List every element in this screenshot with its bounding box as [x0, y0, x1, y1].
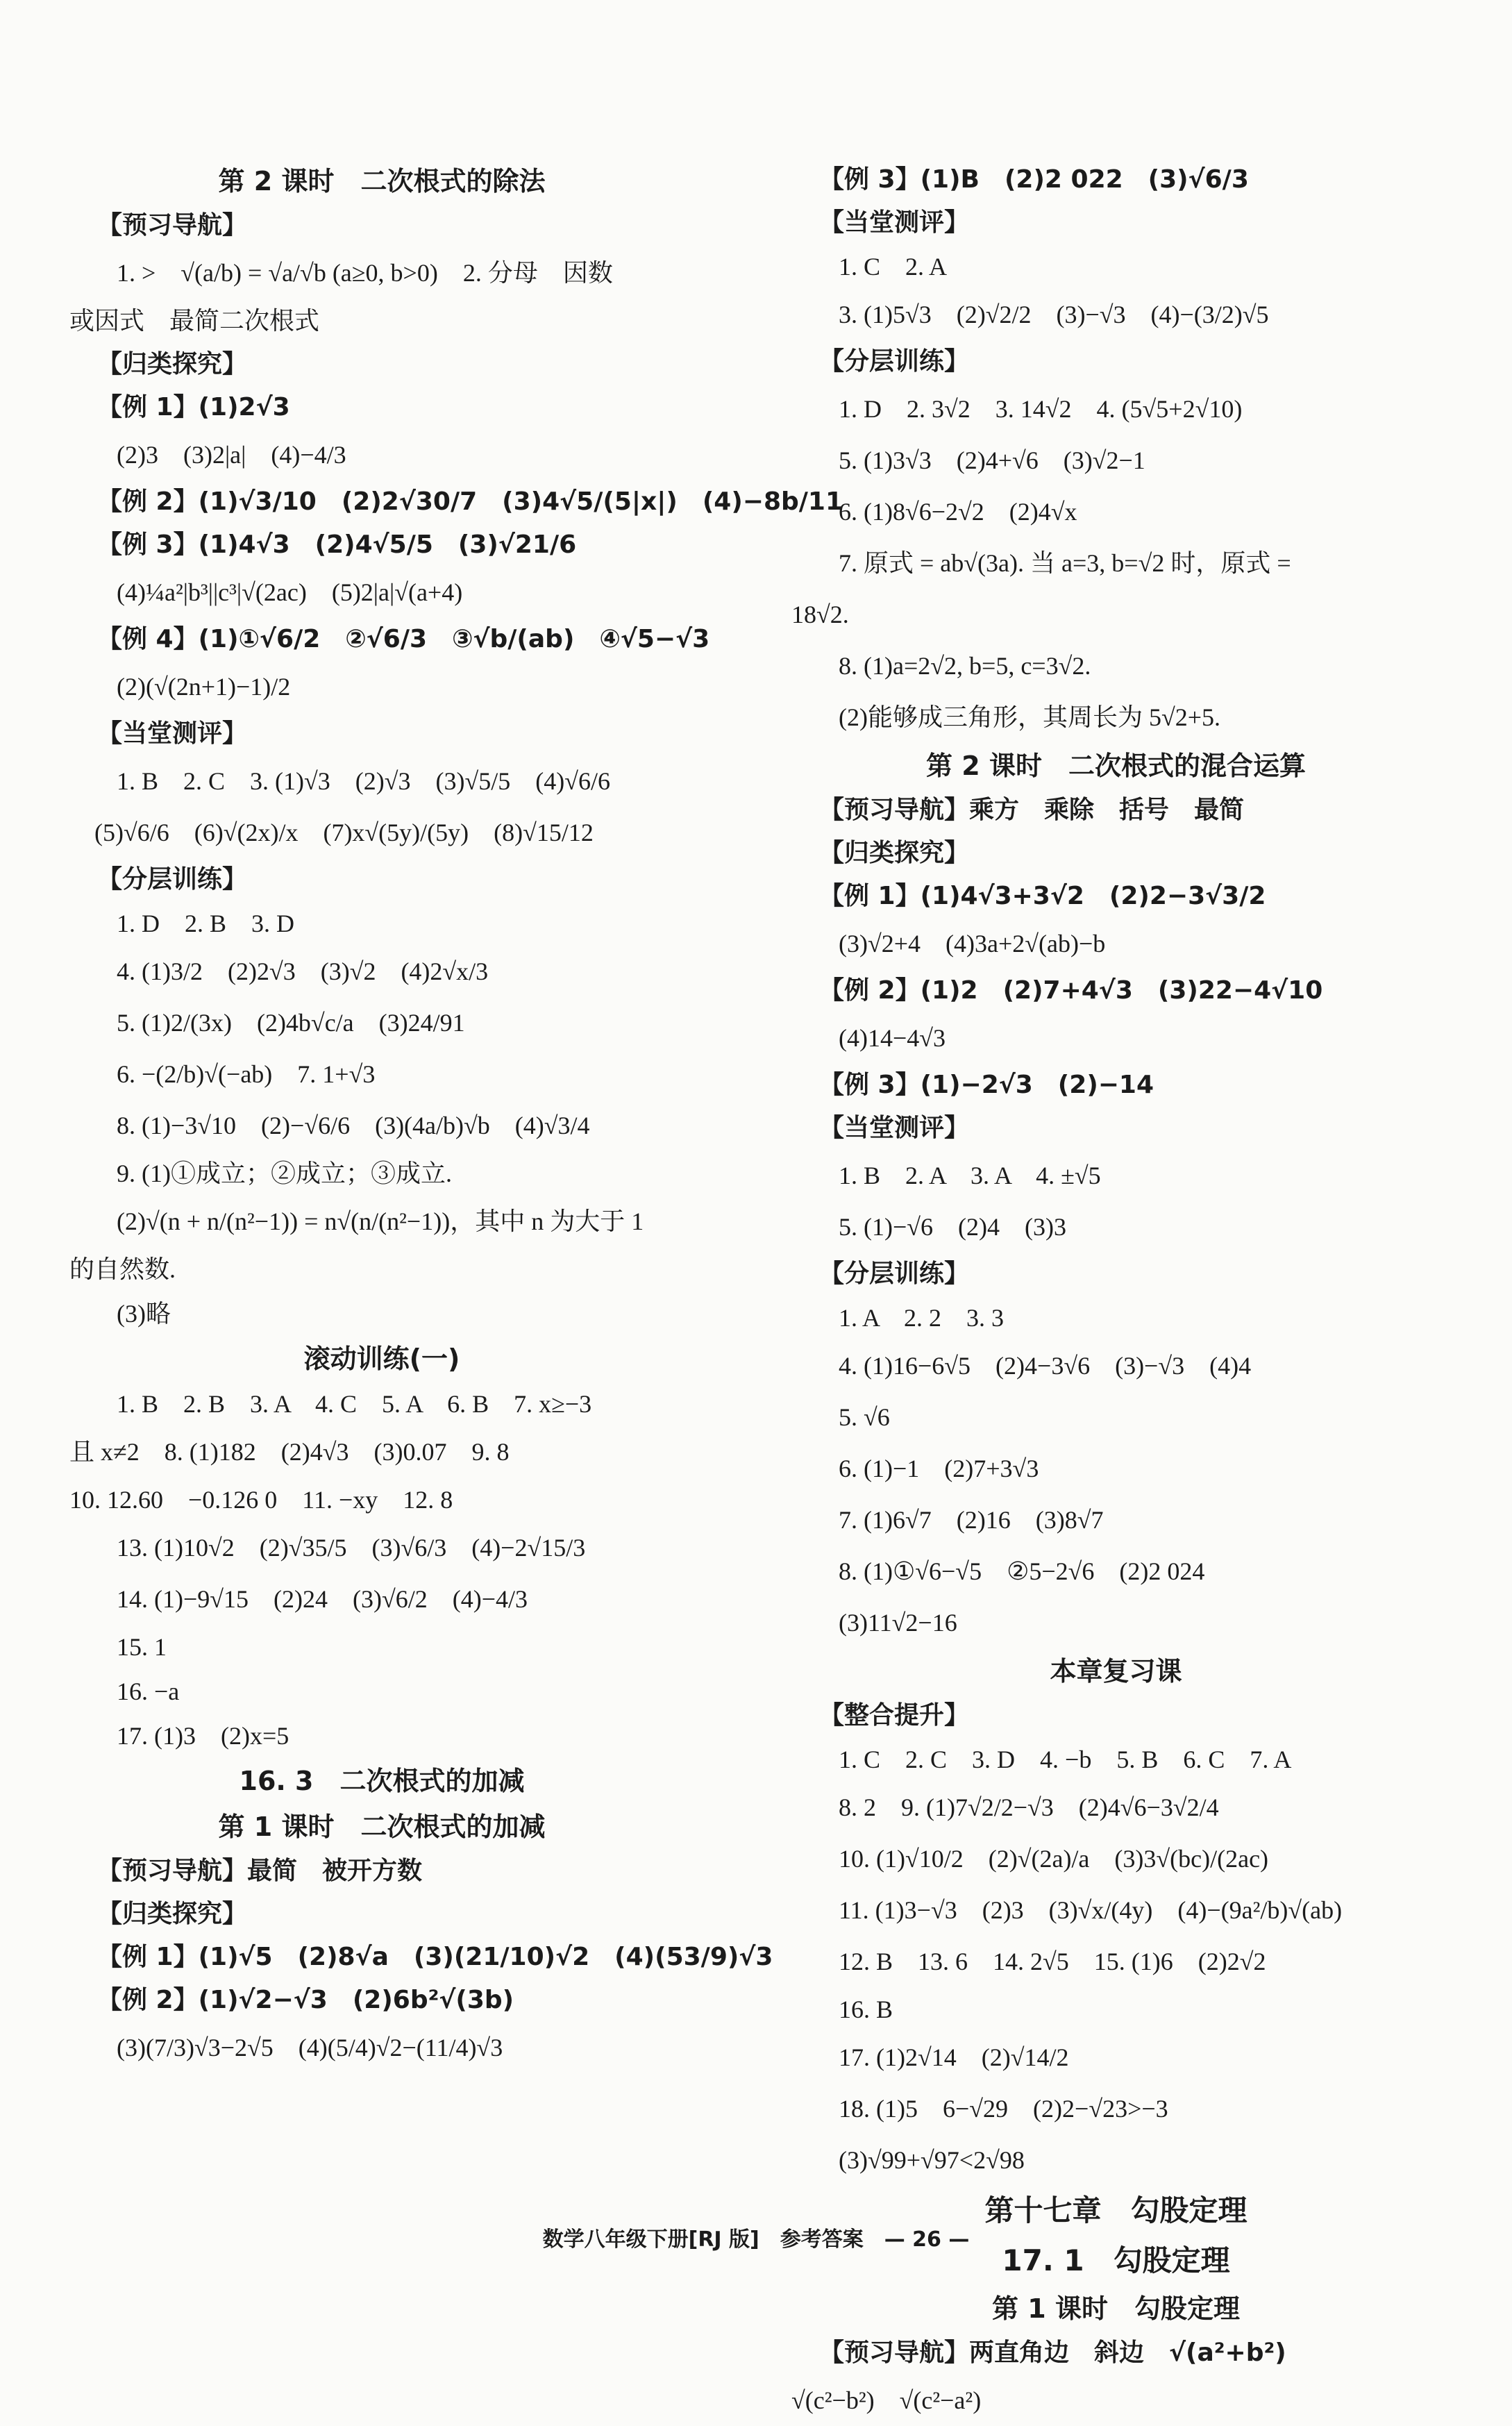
section-label: 【当堂测评】	[819, 1114, 970, 1142]
answer-line: 7. 原式 = ab√(3a). 当 a=3, b=√2 时，原式 =	[839, 549, 1291, 577]
answer-line: 10. (1)√10/2 (2)√(2a)/a (3)3√(bc)/(2ac)	[839, 1845, 1269, 1873]
section-label: 【分层训练】	[819, 1260, 970, 1288]
answer-line: (2)3 (3)2|a| (4)−4/3	[117, 441, 346, 469]
section-label: 【预习导航】	[97, 211, 248, 240]
answer-line: (5)√6/6 (6)√(2x)/x (7)x√(5y)/(5y) (8)√15/12	[69, 819, 594, 846]
answer-line: 6. (1)8√6−2√2 (2)4√x	[839, 498, 1077, 526]
section-label: 【例 4】(1)①√6/2 ②√6/3 ③√b/(ab) ④√5−√3	[97, 625, 710, 653]
answer-line: (3)略	[117, 1300, 171, 1328]
section-label: 【预习导航】乘方 乘除 括号 最简	[819, 796, 1245, 824]
answer-line: 1. C 2. C 3. D 4. −b 5. B 6. C 7. A	[839, 1746, 1292, 1773]
section-label: 【例 3】(1)B (2)2 022 (3)√6/3	[819, 165, 1249, 194]
answer-line: 10. 12.60 −0.126 0 11. −xy 12. 8	[69, 1486, 453, 1514]
answer-line: 1. C 2. A	[839, 253, 948, 281]
answer-line: 15. 1	[117, 1633, 167, 1661]
answer-line: 1. B 2. A 3. A 4. ±√5	[839, 1162, 1101, 1189]
answer-line: 5. (1)3√3 (2)4+√6 (3)√2−1	[839, 446, 1145, 474]
answer-line: 17. (1)3 (2)x=5	[117, 1722, 289, 1750]
answer-line: 1. D 2. B 3. D	[117, 910, 295, 937]
answer-line: 且 x≠2 8. (1)182 (2)4√3 (3)0.07 9. 8	[69, 1438, 510, 1466]
answer-line: (3)(7/3)√3−2√5 (4)(5/4)√2−(11/4)√3	[117, 2034, 503, 2061]
section-label: 【例 2】(1)√2−√3 (2)6b²√(3b)	[97, 1986, 514, 2014]
section-label: 【例 2】(1)2 (2)7+4√3 (3)22−4√10	[819, 976, 1323, 1005]
section-label: 【归类探究】	[819, 839, 970, 867]
answer-line: 11. (1)3−√3 (2)3 (3)√x/(4y) (4)−(9a²/b)√(ab)	[839, 1896, 1343, 1924]
answer-line: √(c²−b²) √(c²−a²)	[791, 2386, 982, 2414]
left-column	[69, 158, 843, 2073]
answer-line: (4)¼a²|b³||c³|√(2ac) (5)2|a|√(a+4)	[117, 578, 463, 606]
answer-line: (2)(√(2n+1)−1)/2	[117, 673, 291, 701]
section-title: 第 2 课时 二次根式的混合运算	[926, 751, 1306, 781]
section-label: 【例 1】(1)2√3	[97, 393, 290, 421]
answer-line: 1. D 2. 3√2 3. 14√2 4. (5√5+2√10)	[839, 395, 1243, 423]
section-label: 【预习导航】两直角边 斜边 √(a²+b²)	[819, 2339, 1286, 2367]
section-label: 【分层训练】	[97, 865, 248, 894]
answer-line: 4. (1)16−6√5 (2)4−3√6 (3)−√3 (4)4	[839, 1352, 1252, 1380]
answer-line: 1. > √(a/b) = √a/√b (a≥0, b>0) 2. 分母 因数	[117, 259, 613, 287]
section-title: 17. 1 勾股定理	[1002, 2243, 1230, 2277]
answer-line: 或因式 最简二次根式	[69, 307, 320, 335]
section-label: 【归类探究】	[97, 350, 248, 378]
answer-line: 4. (1)3/2 (2)2√3 (3)√2 (4)2√x/3	[117, 957, 489, 985]
answer-line: 13. (1)10√2 (2)√35/5 (3)√6/3 (4)−2√15/3	[117, 1534, 586, 1562]
answer-line: (3)11√2−16	[839, 1609, 957, 1637]
answer-line: 的自然数.	[69, 1255, 176, 1283]
answer-line: 8. (1)①√6−√5 ②5−2√6 (2)2 024	[839, 1557, 1205, 1585]
right-column	[791, 158, 1440, 2426]
answer-line: 1. A 2. 2 3. 3	[839, 1304, 1005, 1332]
section-title: 本章复习课	[1050, 1656, 1182, 1687]
answer-line: 18. (1)5 6−√29 (2)2−√23>−3	[839, 2095, 1168, 2123]
section-label: 【整合提升】	[819, 1701, 970, 1730]
answer-line: 1. B 2. C 3. (1)√3 (2)√3 (3)√5/5 (4)√6/6	[117, 767, 610, 795]
answer-line: 5. (1)−√6 (2)4 (3)3	[839, 1213, 1066, 1241]
section-title: 第十七章 勾股定理	[984, 2193, 1248, 2227]
section-label: 【当堂测评】	[97, 719, 248, 748]
section-label: 【例 3】(1)−2√3 (2)−14	[819, 1071, 1154, 1099]
section-title: 第 1 课时 勾股定理	[992, 2293, 1240, 2324]
answer-line: 6. −(2/b)√(−ab) 7. 1+√3	[117, 1060, 376, 1088]
section-label: 【当堂测评】	[819, 208, 970, 237]
answer-line: 16. B	[839, 1996, 893, 2023]
answer-line: 16. −a	[117, 1678, 180, 1705]
answer-line: 17. (1)2√14 (2)√14/2	[839, 2043, 1069, 2071]
answer-line: 9. (1)①成立；②成立；③成立.	[117, 1160, 452, 1187]
answer-line: 8. (1)a=2√2, b=5, c=3√2.	[839, 652, 1091, 680]
answer-line: 6. (1)−1 (2)7+3√3	[839, 1455, 1039, 1482]
section-title: 16. 3 二次根式的加减	[239, 1766, 525, 1796]
section-title: 滚动训练(一)	[303, 1344, 460, 1374]
section-label: 【预习导航】最简 被开方数	[97, 1857, 423, 1885]
answer-line: 1. B 2. B 3. A 4. C 5. A 6. B 7. x≥−3	[117, 1390, 592, 1418]
section-label: 【例 1】(1)4√3+3√2 (2)2−3√3/2	[819, 882, 1266, 910]
answer-line: 7. (1)6√7 (2)16 (3)8√7	[839, 1506, 1104, 1534]
section-label: 【例 3】(1)4√3 (2)4√5/5 (3)√21/6	[97, 530, 577, 559]
answer-line: (3)√2+4 (4)3a+2√(ab)−b	[839, 930, 1106, 957]
section-label: 【例 2】(1)√3/10 (2)2√30/7 (3)4√5/(5|x|) (4)−8b/11	[97, 487, 843, 516]
section-label: 【例 1】(1)√5 (2)8√a (3)(21/10)√2 (4)(53/9)√3	[97, 1943, 773, 1971]
section-label: 【归类探究】	[97, 1900, 248, 1928]
answer-line: (4)14−4√3	[839, 1024, 946, 1052]
answer-line: (3)√99+√97<2√98	[839, 2146, 1025, 2174]
answer-line: 8. (1)−3√10 (2)−√6/6 (3)(4a/b)√b (4)√3/4	[117, 1112, 590, 1139]
answer-line: (2)能够成三角形，其周长为 5√2+5.	[839, 703, 1221, 731]
answer-line: 3. (1)5√3 (2)√2/2 (3)−√3 (4)−(3/2)√5	[839, 301, 1269, 328]
answer-line: 5. √6	[839, 1403, 890, 1431]
page-footer: 数学八年级下册[RJ 版] 参考答案 — 26 —	[542, 2227, 970, 2252]
section-title: 第 1 课时 二次根式的加减	[218, 1812, 546, 1842]
section-title: 第 2 课时 二次根式的除法	[218, 166, 546, 196]
answer-line: 18√2.	[791, 601, 849, 628]
section-label: 【分层训练】	[819, 347, 970, 376]
answer-line: (2)√(n + n/(n²−1)) = n√(n/(n²−1))，其中 n 为大于 1	[117, 1207, 644, 1235]
answer-line: 5. (1)2/(3x) (2)4b√c/a (3)24/91	[117, 1009, 465, 1037]
answer-line: 8. 2 9. (1)7√2/2−√3 (2)4√6−3√2/4	[839, 1793, 1219, 1821]
answer-line: 12. B 13. 6 14. 2√5 15. (1)6 (2)2√2	[839, 1948, 1266, 1975]
answer-line: 14. (1)−9√15 (2)24 (3)√6/2 (4)−4/3	[117, 1585, 528, 1613]
